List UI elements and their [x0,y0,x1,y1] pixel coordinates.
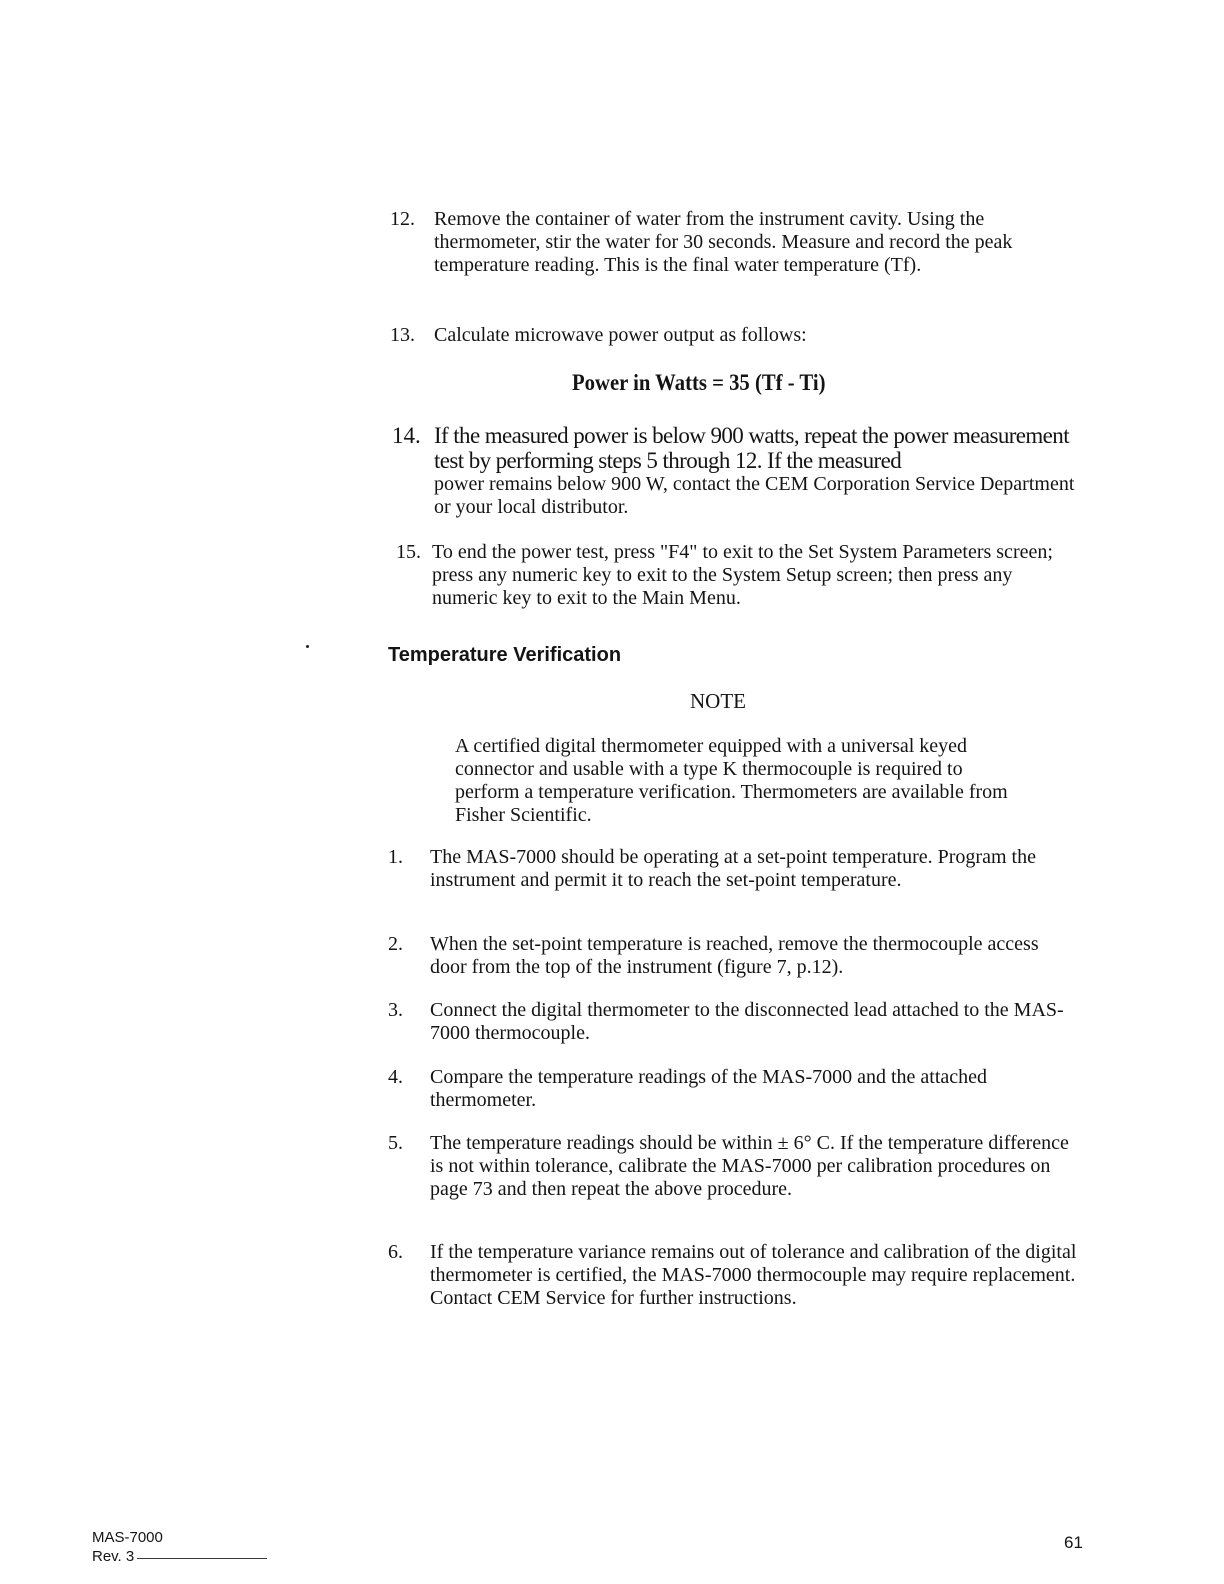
page-number: 61 [1064,1533,1083,1552]
footer-product: MAS-7000 [92,1529,163,1546]
step-number: 4. [388,1066,403,1088]
step-text: Remove the container of water from the instrument cavity. Using the thermometer, stir the water for 30 seconds. Measure and record the peak temperature reading. This is the final water temperature (Tf). [434,208,1013,276]
step-number: 13. [390,324,415,346]
footer-product-info [92,1528,163,1566]
step-text: Calculate microwave power output as follows: [434,324,807,346]
step-text [434,423,1084,519]
footer-rule [137,1558,267,1559]
step-number: 6. [388,1241,403,1263]
step-text: If the temperature variance remains out of tolerance and calibration of the digital thermometer is certified, the MAS-7000 thermocouple may require replacement. Contact CEM Service for further instructions. [430,1241,1077,1309]
section-heading: Temperature Verification [388,644,622,666]
step-number: 12. [390,208,415,230]
footer-revision: Rev. 3 [92,1548,135,1565]
step-text: The MAS-7000 should be operating at a set-point temperature. Program the instrument and permit it to reach the set-point temperature. [430,846,1036,891]
step-number: 5. [388,1132,403,1154]
step-text: When the set-point temperature is reached, remove the thermocouple access door from the top of the instrument (figure 7, p.12). [430,933,1039,978]
step-text-large: If the measured power is below 900 watts, repeat the power measurement test by performing steps 5 through 12. If the measured [434,423,1069,473]
note-body: A certified digital thermometer equipped with a universal keyed connector and usable with a type K thermocouple is required to perform a temperature verification. Thermometers are available from Fisher Scientific. [455,735,1008,826]
step-number: 2. [388,933,403,955]
scan-speck [306,645,309,648]
step-number: 15. [396,541,421,563]
note-title: NOTE [690,689,746,713]
step-text: The temperature readings should be within ± 6° C. If the temperature difference is not within tolerance, calibrate the MAS-7000 per calibration procedures on page 73 and then repeat the above procedure. [430,1132,1069,1200]
step-text-small: power remains below 900 W, contact the CEM Corporation Service Department or your local distributor. [434,473,1075,518]
step-text: Compare the temperature readings of the MAS-7000 and the attached thermometer. [430,1066,988,1111]
step-number: 14. [392,423,421,448]
power-equation: Power in Watts = 35 (Tf - Ti) [572,370,826,395]
step-text: To end the power test, press "F4" to exit to the Set System Parameters screen; press any numeric key to exit to the System Setup screen; then press any numeric key to exit to the Main Menu. [432,541,1053,609]
step-number: 3. [388,999,403,1021]
step-text: Connect the digital thermometer to the disconnected lead attached to the MAS-7000 thermocouple. [430,999,1064,1044]
step-number: 1. [388,846,403,868]
